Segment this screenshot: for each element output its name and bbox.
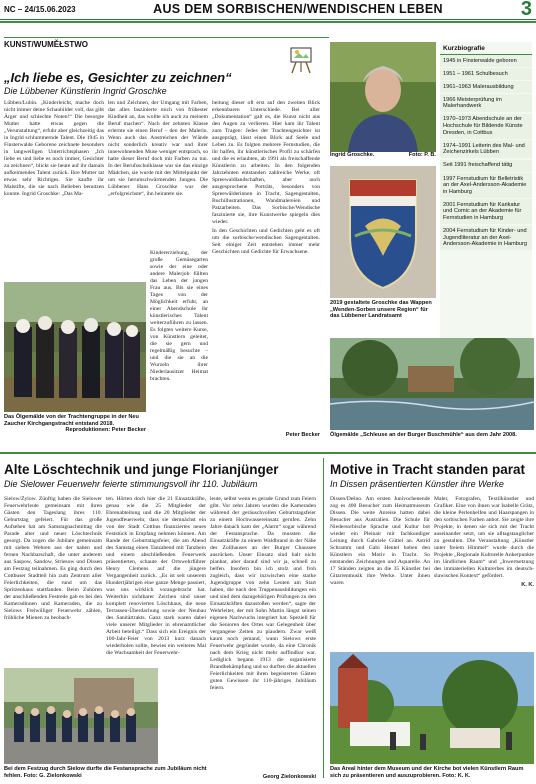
column-text: ten. Hörten doch hier die 21 Einsatzkräfte, genau wie die 25 Mitglieder der Ehrenabteilung und die 20 Mitglieder der Jugendfeuerwehr, dass sie demnächst ein von der Stadt Cottbus finanziertes neues Feststück in Empfang nehmen können. Am Rande der Geburtstagsfeier, die am Abend des Samstag einen Tanzabend mit Tanzbein und einem abschließenden Feuerwerk präsentierten, schaute der Ortswehrführer Henry Clemens auf die jüngere Vergangenheit zurück. „Es ist seit unserem Hundertjährigen eine ganze Menge passiert, was uns wirklich vorangebracht hat. Weiterhin sichtbarer Zeichen sind unser komplett renoviertes Löschhaus, die neue Terrassen-Überdachung sowie der Neubau des Sanitärtrakts. Ganz stark waren dabei viele unserer Mitglieder in ehrenamtlicher Arbeit beteiligt.“ Dass sich ein Ereignis der 100-Jahr-Feier von 2013 kurz danach wiederholen sollte, bewies ein weiteres Mal die Wachsamkeit der Feuerwehr- [106,496,206,656]
bio-item: 2001 Fernstudium für Karikatur und Comic an der Akademie für Fernstudien in Hamburg [440,199,532,224]
column-text: beitung dieser oft erst auf den zweiten Blick erkennbaren Unterschiede. Bei aller „Dokumentation“ galt es, die Kunst nicht aus den Augen zu verlieren. Hier kam ihr Talent zum Tragen: Jedes der Trachtengesichter ist ausgeprägt, lässt einen Blick auf Seele und Leben zu. Es folgten mehrere Fernstudien, die ihr halfen, ihr künstlerisches Profil zu schärfen und die es erlaubten, ab 1991 als freischaffende Künstlerin zu arbeiten. In den folgenden Jahrzehnten entstanden zahlreiche Werke, oft Spreewaldlandschaften, aber auch ausgesprochene Porträts, besonders von Spreewälderinnen in Tracht, Sagengestalten, Buchillustrationen, Wandmalereien und Patzarbeiten. Das Sorbische/Wendische faszinierte sie, ihre Kunstwerke spiegeln dies wieder. [212,100,320,225]
bio-item: 1951 – 1961 Schulbesuch [440,68,532,80]
bio-item: 1945 in Finsterwalde geboren [440,55,532,67]
caption-crest: 2019 gestaltete Groschke das Wappen „Wenden-Sorben unsere Region“ für das Lübbener Landratsamt [330,300,432,320]
column-text: Dissen/Dešno. Am ersten Junivochenende zog es 400 Besucher zum Heimatmuseum Dissen. Die weite Anreise hatten dabei Besucher aus Australien. Die Schule für Niedersorbische Sprache und Kultur bot wieder ein Pleinair mit fachkundiger Leitung durch Gabriele Güttel an. Astrid Schramm und Gabi Hentel hoben den Künstlern ein Motiv in Tracht. So entstanden Zeichnungen und Aquarelle. An 17 Ständen zeigten an die 35 Künstler bei Gitarrenmusik ihre Werke. Unter ihnen waren [330,496,430,586]
author-byline: Peter Becker [285,432,320,438]
caption-text: Das Areal hinter dem Museum und der Kirche bot vielen Künstlern Raum sich zu präsentieren und auszuprobieren. [330,766,524,779]
painting-schleuse [330,338,534,430]
article3-column-2 [434,496,534,646]
bio-item: Seit 1991 freischaffend tätig [440,160,532,172]
article-title: „Ich liebe es, Gesichter zu zeichnen“ [4,70,232,85]
article2-column-3 [210,496,316,772]
dissen-photo [330,652,534,764]
column-text: Kindererziehung, der große Gemüsegarten sowie der eine oder andere Malerjob füllten das Leben der jungen Frau aus. Bis sie eines Tages von der Möglichkeit erfuhr, an einer Abendschule ihr künstlerisches Talent weiterzuführen zu lassen. Es folgten weitere Kurse, von Künstlern geleitet, die sie gern und regelmäßig besuchte – und die sie an die Wurzeln ihrer Niederlausitzer Heimat brachten. [150,250,208,382]
article-title-2: Alte Löschtechnik und junge Florianjünger [4,462,279,477]
bio-item: 1966 Meisterprüfung im Malerhandwerk [440,94,532,112]
article2-column-1 [4,496,102,666]
caption-text: Das Ölgemälde von der Trachtengruppe in der Neu Zaucher Kirchgangstracht entstand 2018. [4,414,139,427]
bio-item: 2004 Fernstudium für Kinder- und Jugendliteratur an der Axel-Andersson-Akademie in Hamburg [440,226,532,251]
photo-credit: Reproduktionen: Peter Becker [65,427,146,434]
caption-dissen [330,766,534,779]
column-text: Maler, Fotografen, Textilkünstler und Grafiker. Eine von ihnen war Isabelle Grätz, die kleine Perlenhelfen und Haarspangen in den sorbischen Farben anbot. Sie zeigte ihre Projekte, in denen sie sich mit der Tracht auseinander setzt, um sie alltagstauglicher zu gestalten. Die Veranstaltung „Künstler unter freiem Himmel“ wurde durch die Projekte „Regionale Kulturelle Ankerpunkte im ländlichen Raum“ und „Inwertsetzung des immateriellen Kulturerbes im deutsch-slawischen Kontext“ gefördert. [434,496,534,579]
article2-column-2 [106,496,206,666]
column-text: Lübben/Lubin. „Kinderleicht, mache doch nicht immer deine Schaubilder voll, das gibt Ärger und schlechte Noten!“ Die besorgte Mutter hatte etwas gegen die „Verunstaltung“, erfuhr aber gleichzeitig das in Ingrid schlummernde Talent. Die 1945 in Finsterwalde Geborene zeichnete besonders in langweiligen Unterrichtsphasen „Ich liebe es und liebe es noch immer, Gesichter zu zeichnen“, blickt sie heute auf ihr damals aufkeimendes Talent zurück. Ihre Mutter tat etwas sehr Richtiges. Sie kaufte ihr Malstifte, die sie nach Belieben benutzen konnte. Ingrid Groschke: „Das Ma- [4,100,104,197]
author-byline-2: Georg Zielonkowski [262,774,316,780]
article-subtitle: Die Lübbener Künstlerin Ingrid Groschke [4,86,167,96]
firebrigade-photo [4,668,158,764]
painting-trachtengruppe [4,282,146,412]
caption-text: Bei dem Festzug durch Sielow durfte die Festansprache zum Jubiläum nicht fehlen. [4,766,207,779]
header-rule [0,21,536,23]
bio-item: 1961–1963 Malerausbildung [440,81,532,93]
article-column-2 [108,100,208,250]
article-column-2b [150,250,208,426]
column-text: leute, selbst wenn es gerade Grund zum Feiern gibt. Vor zehn Jahren wurden die Kameraden während der geräuschvollen Geburtstagsfeier zu einem Hochwassereinsatz gerufen. Zehn Jahre danach kam der „Alarm“ sogar während der Festansprache. Da mussten die Einsatzkräfte zu einem Waldbrand in der Nähe des Zollhauses an der Burger Chaussee ausrücken. Unser Einsatz sind halt nicht planbar, aber darauf sind wir ja, schnell zu helfen. Insofern bin ich stolz und froh zugleich, dass wir inzwischen eine starke Jugendgruppe von zehn Leuten am Start haben, die nach den Truppenausbildungen ein und sind dem dazugehörigen Prüfungen zu den Einsatzkräften dazustoßen werden“, sagte der Wehrleiter, der mit Sohn Martin längst seinen eigenen Nachwuchs integriert hat. Speziell für die Senioren des Ortes war Gelegenheit über vergangene Zeiten zu plaudern. Zwar weiß kaum noch jemand, wann Sielows erste Feuerwehr gegründet wurde, da eine Chronik nach dem Krieg nicht mehr auffindbar war. Lediglich begann 1913 die organisierte Brandbekämpfung und so durften die aktuellen Feierlichkeiten mit ihren begeisterten Gästen guten Gewissen ihr 110-jähriges Jubiläum feiern. [210,496,316,691]
page-number: 3 [520,0,532,20]
column-text: In den Geschichten und Gedichten geht es oft um die sorbische/wendischen Sagengestalten. Seit einiger Zeit entstehen immer mehr Geschichten und Gedichte für Erwachsene. [212,228,320,255]
section-banner: AUS DEM SORBISCHEN/WENDISCHEN LEBEN [153,2,443,16]
caption-text: Ingrid Groschke. [330,152,375,158]
bio-item: 1997 Fernstudium für Belletristik an der Axel-Andersson-Akademie in Hamburg [440,173,532,198]
bio-item: 1970–1973 Abendschule an der Hochschule für Bildende Künste Dresden, in Cottbus [440,114,532,139]
bio-box [440,42,532,338]
column-text: len und Zeichnen, der Umgang mit Farben, das alles faszinierte mich von frühester Kindheit an, das wollte ich auch zu meinem Beruf machen“. Nach der zehnten Klasse erlernte sie einen Beruf – den der Malerin. Wenn auch das Anstreichen der Wände nicht sonderlich kreativ war und ihrer innewohnenden Muse weniger entsprach, so hatte dieser Beruf doch mit Farben zu tun. In der Berufsschulklasse war sie das einzige Mädchen, sie wurde mit der Mittelpunkt der um sie herumschwärmenden Jungen. Die Lübbener Hans Groschke war der „erfolgreichste“, ihn heiratete sie. [108,100,208,197]
section-label: KUNST/WUMĚŁSTWO [4,40,88,49]
bio-item: 1974–1991 Leiterin des Mal- und Zeichenzirkels Lübben [440,140,532,158]
portrait-photo [330,42,436,152]
issue-label: NC – 24/15.06.2023 [4,5,76,14]
column-text: Sielow/Žylow. Zünftig haben die Sielower Feuerwehrleute gemeinsam mit ihren Gästen den Tageslang ihres 110. Geburtstag gefeiert. Für das große Aufsehen hat am Samstagnachmittag die Parade alter und neuer Löschtechnik gesorgt. Da zogen die Jubilare gemeinsam mit sieben Wehren aus der nahen und fernen Nachbarschaft, die unter anderem aus Saspow, Sandow, Striesow und Dissen am Festzug teilnahmen. Es ging durch den Cottbuser Stadtteil hin zum Zentrum aller Feierlichkeiten, die rund um das Spritzenhaus stattfanden. Beim Zuhören der anschließenden Festrede gab es bei den Kameradinnen und Kameraden, die zu Sielows Freiwilliger Feuerwehr zählen, fröhliche Mienen zu beobach- [4,496,102,621]
article-subtitle-2: Die Sielower Feuerwehr feierte stimmungsvoll ihr 110. Jubiläum [4,479,258,489]
article-subtitle-3: In Dissen präsentierten Künstler ihre Werke [330,479,504,489]
article-column-3 [212,100,320,400]
photo-credit: Foto: P. B. [408,152,436,158]
section-divider [0,452,536,454]
photo-credit: Foto: K. K. [442,772,471,779]
page-header [0,0,536,20]
caption-portrait [330,152,436,159]
caption-painting-2: Ölgemälde „Schleuse an der Burger Buschmühle“ aus dem Jahr 2008. [330,432,517,438]
article-column-1 [4,100,104,276]
bio-title: Kurzbiografie [440,42,532,55]
caption-firebrigade [4,766,208,779]
caption-painting-1 [4,414,146,434]
article3-column-1 [330,496,430,646]
photo-credit: Foto: G. Zielonkowski [23,772,82,779]
column-divider [323,458,324,778]
article-title-3: Motive in Tracht standen parat [330,462,526,477]
section-rule [4,37,329,38]
author-byline-3: K. K. [521,582,534,588]
crest-image [330,166,436,298]
